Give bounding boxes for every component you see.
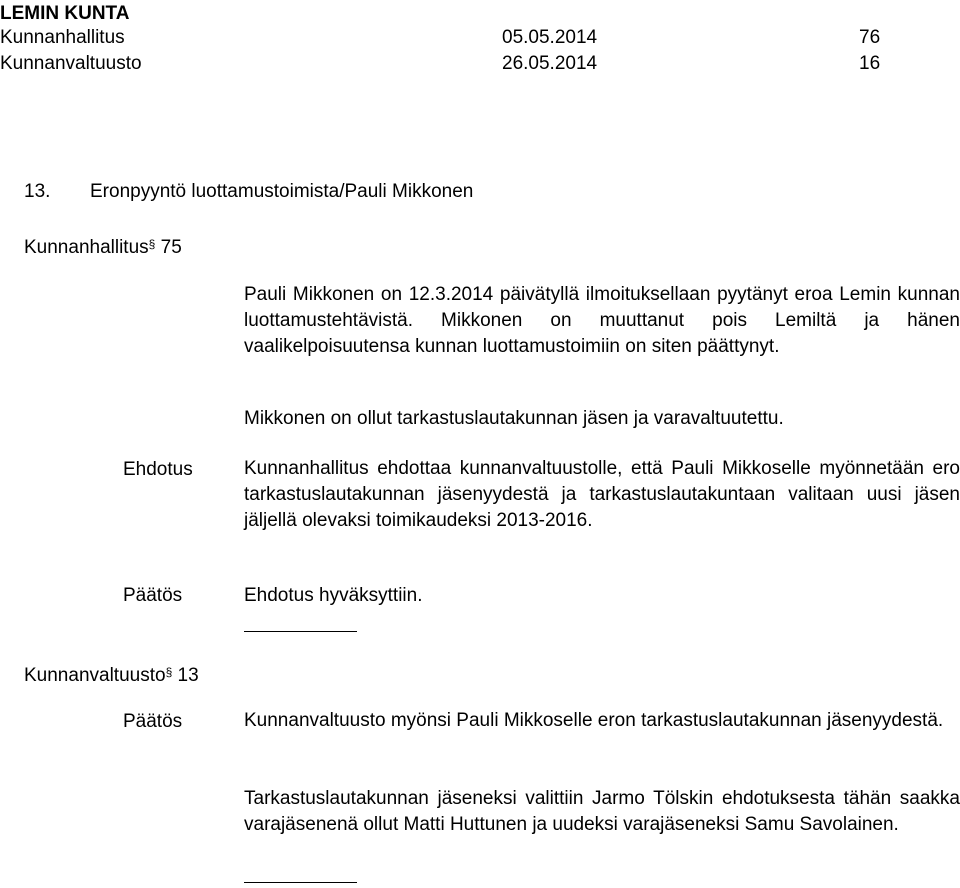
kv-decision-text: Kunnanvaltuusto myönsi Pauli Mikkoselle eron tarkastuslautakunnan jäsenyydestä. <box>244 710 944 731</box>
section-sign-icon: § <box>165 665 173 679</box>
kh-decision-label: Päätös <box>123 585 183 606</box>
kh-paragraph-2: Mikkonen on ollut tarkastuslautakunnan jäsen ja varavaltuutettu. <box>244 408 784 429</box>
kv-paragraph-2: Tarkastuslautakunnan jäseneksi valittiin Jarmo Tölskin ehdotuksesta tähän saakka varajäsenenä ollut Matti Huttunen ja uudeksi varajäseneksi Samu Savolainen. <box>244 788 960 835</box>
header-date-2: 26.05.2014 <box>502 53 598 74</box>
kh-section-label <box>24 232 182 260</box>
header-body-1: Kunnanhallitus <box>0 27 125 48</box>
kv-section-number: 13 <box>177 665 199 686</box>
proposal-label: Ehdotus <box>123 459 193 480</box>
kv-label: Kunnanvaltuusto <box>24 665 166 686</box>
item-number: 13. <box>24 181 51 202</box>
kh-decision-text: Ehdotus hyväksyttiin. <box>244 585 423 606</box>
municipality-name: LEMIN KUNTA <box>0 3 130 24</box>
header-page-2: 16 <box>859 53 881 74</box>
header-body-2: Kunnanvaltuusto <box>0 53 142 74</box>
header-date-1: 05.05.2014 <box>502 27 598 48</box>
proposal-text: Kunnanhallitus ehdottaa kunnanvaltuustolle, että Pauli Mikkoselle myönnetään ero tarkastuslautakunnan jäsenyydestä ja tarkastuslautakuntaan valitaan uusi jäsen jäljellä olevaksi toimikaudeksi 2013-2016. <box>244 458 960 531</box>
header-page-1: 76 <box>859 27 881 48</box>
section-sign-icon: § <box>148 237 156 251</box>
section-divider <box>244 882 357 883</box>
item-title: Eronpyyntö luottamustoimista/Pauli Mikkonen <box>90 181 474 202</box>
section-divider <box>244 631 357 632</box>
kv-section-label <box>24 660 199 688</box>
kh-paragraph-1: Pauli Mikkonen on 12.3.2014 päivätyllä ilmoituksellaan pyytänyt eroa Lemin kunnan luottamustehtävistä. Mikkonen on muuttanut pois Lemiltä ja hänen vaalikelpoisuutensa kunnan luottamustoimiin on siten päättynyt. <box>244 284 960 357</box>
kv-decision-label: Päätös <box>123 711 183 732</box>
kh-section-number: 75 <box>160 237 182 258</box>
kh-label: Kunnanhallitus <box>24 237 149 258</box>
